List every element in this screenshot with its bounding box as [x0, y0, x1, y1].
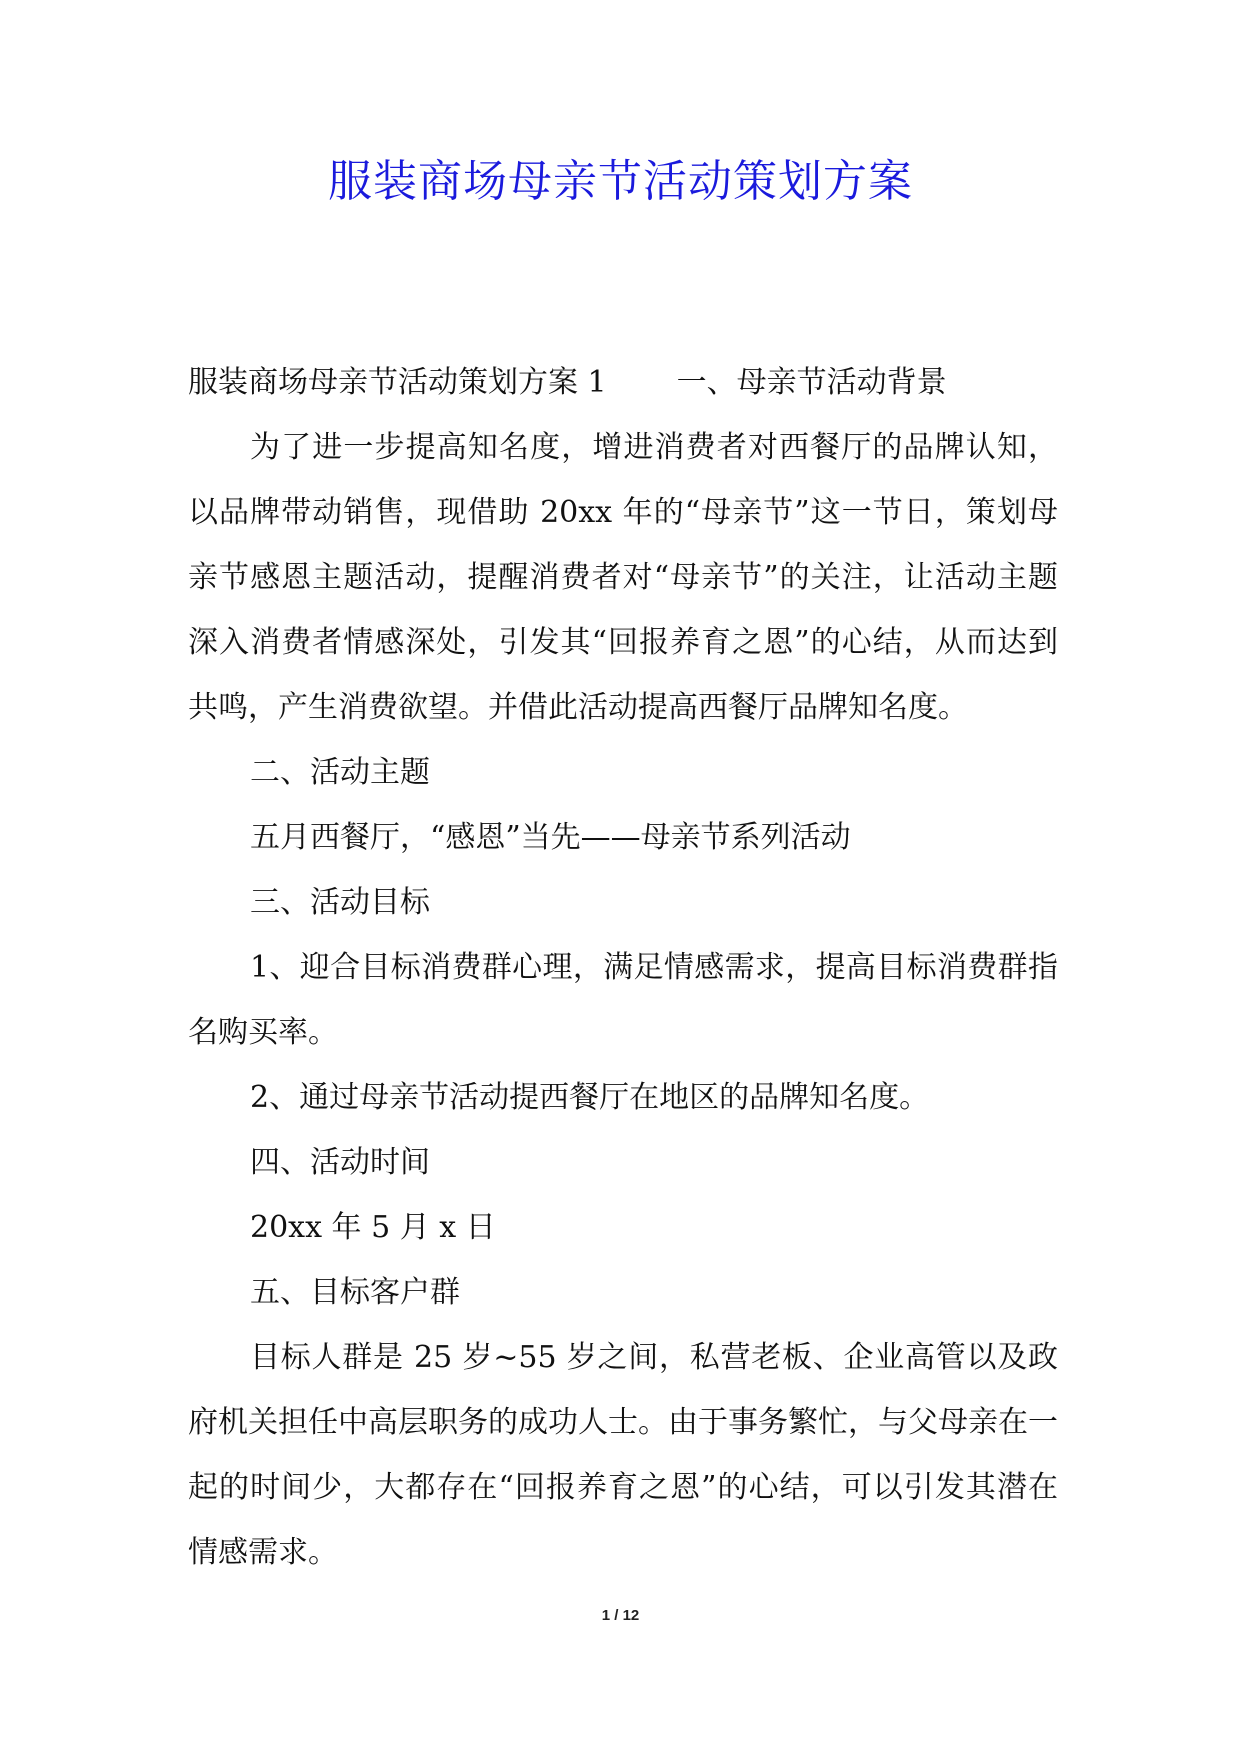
section-heading-theme: 二、活动主题	[250, 755, 430, 790]
intro-heading-left: 服装商场母亲节活动策划方案 1	[188, 365, 607, 400]
page-indicator: 1 / 12	[601, 1607, 640, 1624]
paragraph-background: 为了进一步提高知名度，增进消费者对西餐厅的品牌认知，以品牌带动销售，现借助 20xx 年的“母亲节”这一节日，策划母亲节感恩主题活动，提醒消费者对“母亲节”的关注，让活动主题深入消费者情感深处，引发其“回报养育之恩”的心结，从而达到共鸣，产生消费欲望。并借此活动提高西餐厅品牌知名度。	[188, 430, 1058, 725]
paragraph-time: 20xx 年 5 月 x 日	[250, 1210, 496, 1245]
paragraph-customers: 目标人群是 25 岁~55 岁之间，私营老板、企业高管以及政府机关担任中高层职务的成功人士。由于事务繁忙，与父母亲在一起的时间少，大都存在“回报养育之恩”的心结，可以引发其潜在情感需求。	[188, 1340, 1058, 1570]
section-heading-time: 四、活动时间	[250, 1145, 430, 1180]
document-body	[188, 350, 1058, 1585]
paragraph-theme: 五月西餐厅，“感恩”当先——母亲节系列活动	[250, 820, 851, 855]
paragraph-goal-1: 1、迎合目标消费群心理，满足情感需求，提高目标消费群指名购买率。	[188, 950, 1058, 1050]
intro-heading-right: 一、母亲节活动背景	[676, 365, 947, 400]
intro-heading	[188, 350, 1058, 415]
section-heading-goals: 三、活动目标	[250, 885, 430, 920]
document-title: 服装商场母亲节活动策划方案	[328, 156, 913, 207]
paragraph-goal-2: 2、通过母亲节活动提西餐厅在地区的品牌知名度。	[250, 1080, 930, 1115]
section-heading-customers: 五、目标客户群	[250, 1275, 460, 1310]
